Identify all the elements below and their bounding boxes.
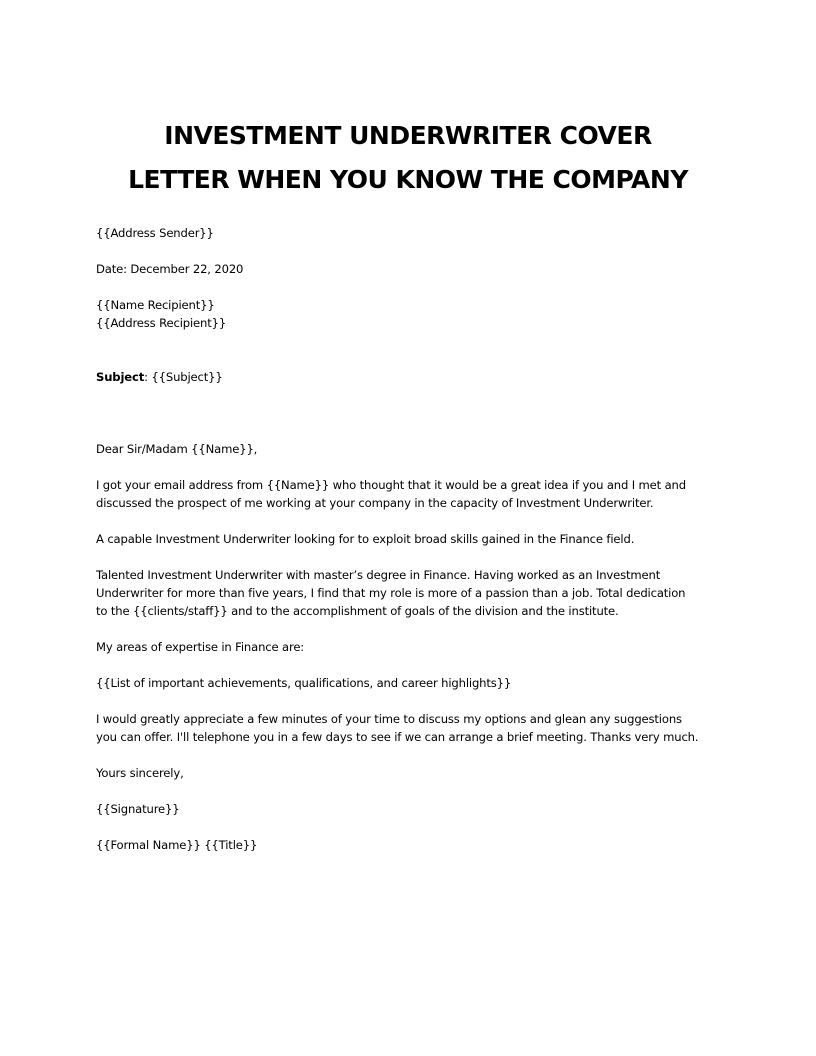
salutation: Dear Sir/Madam {{Name}}, — [96, 442, 258, 456]
subject-label: Subject — [96, 370, 145, 384]
paragraph-6-line-1: I would greatly appreciate a few minutes of your time to discuss my options and glean any suggestions — [96, 712, 682, 726]
subject-line — [96, 368, 726, 386]
address-recipient: {{Address Recipient}} — [96, 316, 227, 330]
closing: Yours sincerely, — [96, 766, 184, 780]
address-sender: {{Address Sender}} — [96, 226, 214, 240]
paragraph-4-line-1: My areas of expertise in Finance are: — [96, 640, 305, 654]
paragraph-3-line-3: to the {{clients/staff}} and to the accomplishment of goals of the division and the institute. — [96, 604, 619, 618]
title-line-1: INVESTMENT UNDERWRITER COVER — [164, 121, 652, 150]
document-title — [60, 114, 756, 202]
paragraph-3-line-1: Talented Investment Underwriter with master’s degree in Finance. Having worked as an Investment — [96, 568, 661, 582]
paragraph-1-line-2: discussed the prospect of me working at your company in the capacity of Investment Underwriter. — [96, 496, 654, 510]
paragraph-1-line-1: I got your email address from {{Name}} who thought that it would be a great idea if you and I met and — [96, 478, 686, 492]
title-line-2: LETTER WHEN YOU KNOW THE COMPANY — [128, 165, 688, 194]
paragraph-6-line-2: you can offer. I'll telephone you in a few days to see if we can arrange a brief meeting. Thanks very much. — [96, 730, 699, 744]
paragraph-5-line-1: {{List of important achievements, qualifications, and career highlights}} — [96, 676, 512, 690]
signature: {{Signature}} — [96, 802, 180, 816]
paragraph-3-line-2: Underwriter for more than five years, I find that my role is more of a passion than a job. Total dedication — [96, 586, 686, 600]
name-recipient: {{Name Recipient}} — [96, 298, 215, 312]
letter-date: Date: December 22, 2020 — [96, 262, 244, 276]
letter-body — [96, 224, 726, 854]
subject-value: : {{Subject}} — [144, 370, 223, 384]
formal-name-title: {{Formal Name}} {{Title}} — [96, 838, 258, 852]
paragraph-2-line-1: A capable Investment Underwriter looking for to exploit broad skills gained in the Finance field. — [96, 532, 635, 546]
